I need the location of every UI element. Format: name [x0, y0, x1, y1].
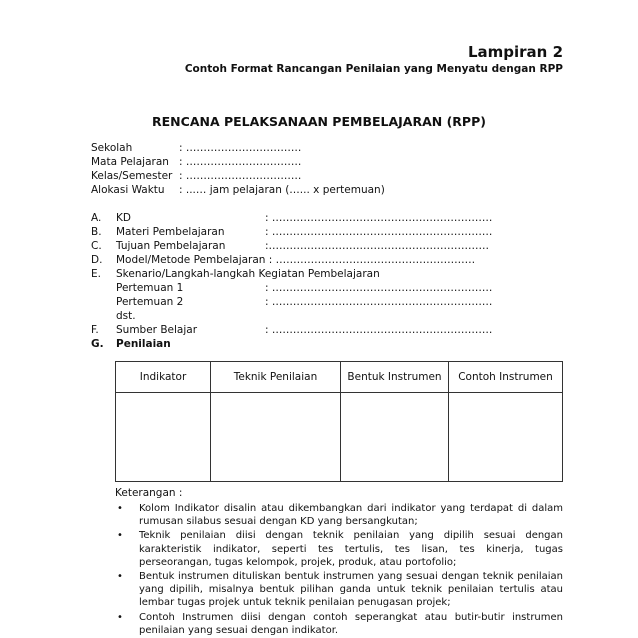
notes-list [115, 502, 563, 638]
table-cell [211, 393, 341, 482]
bullet-icon: • [117, 503, 123, 514]
header-contoh: Contoh Instrumen [449, 362, 563, 393]
list-item [115, 570, 563, 610]
bullet-icon: • [117, 611, 123, 623]
identity-value: : …………………………… [179, 170, 302, 182]
appendix-label: Lampiran 2 [467, 43, 563, 61]
identity-label: Alokasi Waktu [91, 184, 165, 196]
header-teknik: Teknik Penilaian [211, 362, 341, 393]
identity-label: Kelas/Semester [91, 170, 173, 182]
identity-row-subject [91, 156, 301, 168]
table-cell [449, 393, 563, 482]
section-text: Penilaian [116, 338, 171, 350]
identity-row-school [91, 142, 301, 154]
identity-row-time [91, 184, 385, 196]
table-cell [116, 393, 211, 482]
bullet-icon: • [117, 530, 123, 542]
section-letter: G. [91, 338, 104, 350]
section-text: Materi Pembelajaran [116, 226, 225, 238]
section-letter: E. [91, 268, 101, 280]
list-item [115, 502, 563, 528]
section-letter: B. [91, 226, 102, 238]
list-item [115, 611, 563, 637]
section-letter: C. [91, 240, 102, 252]
section-text: Tujuan Pembelajaran [116, 240, 226, 252]
section-text: Skenario/Langkah-langkah Kegiatan Pembelajaran [116, 268, 380, 280]
note-text: Contoh Instrumen diisi dengan contoh seperangkat atau butir-butir instrumen penilaian yang sesuai dengan indikator. [139, 611, 563, 636]
identity-value: : ...… jam pelajaran (…... x pertemuan) [179, 184, 385, 196]
section-text: KD [116, 212, 131, 224]
section-letter: D. [91, 254, 103, 266]
note-text: Teknik penilaian diisi dengan teknik penilaian yang dipilih sesuai dengan karakteristik indikator, seperti tes tertulis, tes lisan, tes kinerja, tugas perseorangan, tugas kelompok, projek, produk, atau portofolio; [139, 530, 563, 568]
table-row [116, 393, 563, 482]
section-fill: : ……………………………………………………… [265, 212, 493, 224]
section-text: Pertemuan 2 [116, 296, 184, 308]
table-cell [341, 393, 449, 482]
section-fill: :……………………………………………………… [265, 240, 490, 252]
section-letter: F. [91, 324, 99, 336]
header-indikator: Indikator [116, 362, 211, 393]
assessment-table [115, 361, 563, 482]
note-text: Bentuk instrumen dituliskan bentuk instrumen yang sesuai dengan teknik penilaian yang dipilih, misalnya bentuk pilihan ganda untuk teknik penilaian tertulis atau lembar tugas projek untuk teknik penilaian penugasan projek; [139, 571, 563, 609]
section-fill: : ……………………………………………………… [265, 226, 493, 238]
appendix-subtitle: Contoh Format Rancangan Penilaian yang Menyatu dengan RPP [184, 63, 563, 75]
section-text: Sumber Belajar [116, 324, 198, 336]
identity-label: Sekolah [91, 142, 133, 154]
table-header-row [116, 362, 563, 393]
section-text: dst. [116, 310, 136, 322]
notes-title: Keterangan : [115, 487, 183, 499]
header-bentuk: Bentuk Instrumen [341, 362, 449, 393]
section-letter: A. [91, 212, 102, 224]
identity-value: : …………………………… [179, 142, 302, 154]
identity-row-class [91, 170, 301, 182]
section-text: Pertemuan 1 [116, 282, 184, 294]
section-fill: : ……………………………………………………… [265, 282, 493, 294]
note-text: Kolom Indikator disalin atau dikembangkan dari indikator yang terdapat di dalam rumusan silabus sesuai dengan KD yang bersangkutan; [139, 503, 563, 528]
list-item [115, 529, 563, 569]
bullet-icon: • [117, 571, 123, 583]
document-title: RENCANA PELAKSANAAN PEMBELAJARAN (RPP) [152, 114, 486, 129]
section-fill: : ……………………………………………………… [265, 296, 493, 308]
section-text: Model/Metode Pembelajaran : ………………………………………………… [116, 254, 476, 266]
identity-value: : …………………………… [179, 156, 302, 168]
section-fill: : ……………………………………………………… [265, 324, 493, 336]
identity-label: Mata Pelajaran [91, 156, 169, 168]
